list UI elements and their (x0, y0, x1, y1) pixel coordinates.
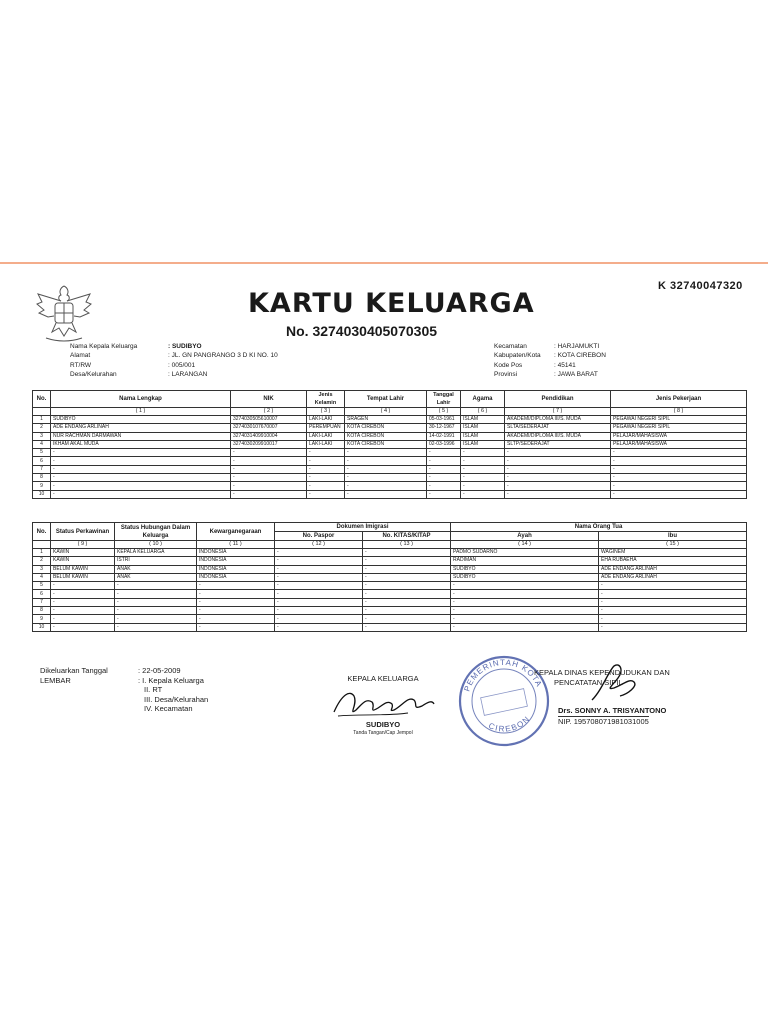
table-cell: - (345, 474, 427, 482)
table-cell: - (363, 549, 451, 557)
column-header: Status Perkawinan (51, 523, 115, 541)
table-header-row (33, 523, 747, 532)
column-header: Status Hubungan Dalam Keluarga (115, 523, 197, 541)
column-number: ( 3 ) (307, 408, 345, 416)
column-number: ( 4 ) (345, 408, 427, 416)
table-cell: - (197, 582, 275, 590)
table-cell: NUR RACHMAN DARMAWAN (51, 432, 231, 440)
table-cell: 6 (33, 590, 51, 598)
info-value: : SUDIBYO (168, 343, 202, 350)
table-row (33, 474, 747, 482)
info-value: : JAWA BARAT (554, 371, 598, 379)
column-header: Tanggal Lahir (427, 391, 461, 408)
table-cell: SUDIBYO (451, 565, 599, 573)
table-cell: PEREMPUAN (307, 424, 345, 432)
table-row (33, 623, 747, 631)
column-header: Dokumen Imigrasi (275, 523, 451, 532)
table-cell: 2 (33, 424, 51, 432)
table-row (33, 457, 747, 465)
column-header: Agama (461, 391, 505, 408)
table-cell: - (307, 482, 345, 490)
table-cell: - (427, 449, 461, 457)
table-cell: LAKI-LAKI (307, 440, 345, 448)
table-cell: BELUM KAWIN (51, 565, 115, 573)
column-header: Jenis Kelamin (307, 391, 345, 408)
table-cell: - (363, 565, 451, 573)
table-cell: ADE ENDANG ARLINAH (599, 565, 747, 573)
table-header-row (33, 391, 747, 408)
table-row (33, 465, 747, 473)
table-cell: ISTRI (115, 557, 197, 565)
table-cell: EHA RUBAEHA (599, 557, 747, 565)
table-cell: - (461, 457, 505, 465)
table-cell: 4 (33, 440, 51, 448)
stamp-top-text: PEMERINTAH KOTA (462, 657, 544, 693)
table-cell: - (275, 573, 363, 581)
table-cell: 7 (33, 465, 51, 473)
table-cell: - (51, 457, 231, 465)
table-cell: - (51, 582, 115, 590)
table-cell: 5 (33, 582, 51, 590)
table-cell: - (451, 582, 599, 590)
table-cell: - (51, 465, 231, 473)
table-cell: - (275, 623, 363, 631)
info-value: : LARANGAN (168, 371, 208, 379)
column-header: Pendidikan (505, 391, 611, 408)
table-cell: LAKI-LAKI (307, 432, 345, 440)
column-header: NIK (231, 391, 307, 408)
family-status-table (32, 522, 747, 632)
table-cell: 9 (33, 482, 51, 490)
info-label: Desa/Kelurahan (70, 371, 117, 379)
table-cell: KAWIN (51, 549, 115, 557)
table-cell: - (275, 607, 363, 615)
info-label: Kode Pos (494, 361, 523, 369)
table-row (33, 565, 747, 573)
table-row (33, 449, 747, 457)
table-cell: - (345, 457, 427, 465)
column-number-row (33, 408, 747, 416)
table-cell: ANAK (115, 573, 197, 581)
table-cell: - (307, 457, 345, 465)
table-cell: PEGAWAI NEGERI SIPIL (611, 416, 747, 424)
table-cell: - (505, 457, 611, 465)
table-cell: 8 (33, 474, 51, 482)
table-cell: 5 (33, 449, 51, 457)
table-cell: RADIMAN (451, 557, 599, 565)
garuda-emblem-icon (34, 282, 94, 344)
table-cell: 6 (33, 457, 51, 465)
table-row (33, 598, 747, 606)
table-cell: LAKI-LAKI (307, 416, 345, 424)
table-cell: SUDIBYO (51, 416, 231, 424)
info-value: : KOTA CIREBON (554, 352, 606, 360)
table-row (33, 490, 747, 498)
table-cell: - (231, 465, 307, 473)
column-number: ( 6 ) (461, 408, 505, 416)
table-cell: INDONESIA (197, 565, 275, 573)
table-cell: 3274030209910017 (231, 440, 307, 448)
table-row (33, 582, 747, 590)
table-cell: KAWIN (51, 557, 115, 565)
official-name: Drs. SONNY A. TRISYANTONO (558, 706, 667, 715)
handwritten-signature-icon (328, 686, 438, 720)
table-cell: INDONESIA (197, 573, 275, 581)
official-title-line1: KEPALA DINAS KEPENDUDUKAN DAN (534, 668, 670, 677)
table-cell: - (231, 457, 307, 465)
table-cell: PEGAWAI NEGERI SIPIL (611, 424, 747, 432)
table-cell: - (611, 482, 747, 490)
official-nip: NIP. 195708071981031005 (558, 716, 649, 726)
table-cell: 02-03-1996 (427, 440, 461, 448)
table-cell: - (505, 490, 611, 498)
table-cell: - (51, 474, 231, 482)
table-cell: - (115, 623, 197, 631)
table-row (33, 590, 747, 598)
family-card-document (28, 268, 758, 748)
table-cell: 1 (33, 549, 51, 557)
table-cell: - (197, 623, 275, 631)
table-cell: PELAJAR/MAHASISWA (611, 440, 747, 448)
table-cell: - (275, 565, 363, 573)
table-cell: INDONESIA (197, 549, 275, 557)
table-row (33, 440, 747, 448)
table-row (33, 573, 747, 581)
table-cell: - (275, 598, 363, 606)
table-cell: - (307, 465, 345, 473)
column-number: ( 15 ) (599, 541, 747, 549)
table-cell: - (115, 582, 197, 590)
table-cell: - (51, 590, 115, 598)
table-cell: - (275, 549, 363, 557)
table-cell: 14-02-1991 (427, 432, 461, 440)
table-cell: ISLAM (461, 440, 505, 448)
column-number: ( 11 ) (197, 541, 275, 549)
column-header: No. Paspor (275, 532, 363, 541)
table-cell: - (451, 615, 599, 623)
column-number: ( 1 ) (51, 408, 231, 416)
table-cell: - (461, 482, 505, 490)
table-cell: - (115, 590, 197, 598)
issued-label: Dikeluarkan Tanggal (40, 666, 108, 675)
table-cell: KEPALA KELUARGA (115, 549, 197, 557)
table-cell: - (611, 449, 747, 457)
family-members-table (32, 390, 747, 499)
table-cell: - (461, 449, 505, 457)
scan-edge-line (0, 262, 768, 264)
table-cell: 30-12-1967 (427, 424, 461, 432)
table-cell: SRAGEN (345, 416, 427, 424)
table-cell: - (505, 449, 611, 457)
head-of-family-label: KEPALA KELUARGA (347, 674, 419, 683)
table-cell: - (307, 449, 345, 457)
table-cell: - (461, 490, 505, 498)
table-cell: KOTA CIREBON (345, 424, 427, 432)
table-cell: - (505, 482, 611, 490)
lembar-label: LEMBAR (40, 675, 71, 685)
table-cell: - (611, 457, 747, 465)
table-cell: - (599, 623, 747, 631)
table-cell: - (197, 598, 275, 606)
table-cell: 3274030505610007 (231, 416, 307, 424)
document-number: No. 3274030405070305 (286, 323, 438, 339)
table-cell: - (275, 582, 363, 590)
info-value: : 005/001 (168, 361, 196, 369)
table-cell: - (307, 474, 345, 482)
table-cell: INDONESIA (197, 557, 275, 565)
official-signature-block (524, 668, 734, 726)
table-cell: 7 (33, 598, 51, 606)
info-label: Nama Kepala Keluarga (70, 343, 138, 350)
table-cell: - (461, 465, 505, 473)
column-number: ( 8 ) (611, 408, 747, 416)
info-left-block (70, 342, 278, 380)
table-cell: IKHAM AKAL MUDA (51, 440, 231, 448)
table-cell: - (599, 582, 747, 590)
table-cell: - (427, 474, 461, 482)
table-cell: AKADEMI/DIPLOMA III/S. MUDA (505, 432, 611, 440)
table-cell: - (275, 590, 363, 598)
table-cell: - (231, 490, 307, 498)
info-right-block (494, 342, 606, 380)
table-cell: ISLAM (461, 432, 505, 440)
column-number: ( 13 ) (363, 541, 451, 549)
column-header: No. (33, 391, 51, 408)
column-header: Ayah (451, 532, 599, 541)
official-handwritten-signature-icon (584, 660, 644, 704)
table-row (33, 549, 747, 557)
table-cell: - (363, 623, 451, 631)
table-cell: - (51, 490, 231, 498)
table-cell: - (427, 490, 461, 498)
table-cell: - (115, 615, 197, 623)
info-value: : HARJAMUKTI (554, 343, 600, 350)
table-cell: - (461, 474, 505, 482)
card-serial-number: K 32740047320 (658, 280, 743, 292)
table-cell: - (345, 482, 427, 490)
lembar-item: IV. Kecamatan (144, 704, 193, 713)
table-cell: - (599, 590, 747, 598)
table-row (33, 416, 747, 424)
table-cell: ISLAM (461, 424, 505, 432)
table-cell: 2 (33, 557, 51, 565)
table-cell: - (363, 557, 451, 565)
table-cell: - (115, 598, 197, 606)
table-cell: - (115, 607, 197, 615)
column-number: ( 7 ) (505, 408, 611, 416)
table-cell: WAGINEM (599, 549, 747, 557)
table-cell: - (51, 449, 231, 457)
table-cell: 3 (33, 565, 51, 573)
signature-caption: Tanda Tangan/Cap Jempol (353, 730, 413, 736)
table-cell: - (599, 598, 747, 606)
lembar-item: II. RT (144, 685, 163, 694)
table-cell: 3274030107670007 (231, 424, 307, 432)
table-cell: - (51, 598, 115, 606)
table-cell: - (197, 607, 275, 615)
column-number (33, 408, 51, 416)
table-cell: ISLAM (461, 416, 505, 424)
document-title: KARTU KELUARGA (248, 288, 535, 319)
table-cell: ADE ENDANG ARLINAH (599, 573, 747, 581)
table-cell: - (599, 615, 747, 623)
table-cell: - (505, 465, 611, 473)
table-row (33, 482, 747, 490)
table-cell: - (451, 607, 599, 615)
column-number-row (33, 541, 747, 549)
lembar-item: III. Desa/Kelurahan (144, 694, 209, 704)
table-cell: - (451, 623, 599, 631)
column-header: Tempat Lahir (345, 391, 427, 408)
table-cell: 1 (33, 416, 51, 424)
column-number: ( 10 ) (115, 541, 197, 549)
table-cell: BELUM KAWIN (51, 573, 115, 581)
table-cell: - (51, 607, 115, 615)
table-cell: - (363, 590, 451, 598)
table-cell: - (345, 465, 427, 473)
table-cell: - (451, 598, 599, 606)
issued-date: : 22-05-2009 (138, 666, 181, 675)
table-cell: KOTA CIREBON (345, 440, 427, 448)
table-cell: - (363, 607, 451, 615)
table-cell: 10 (33, 490, 51, 498)
table-cell: - (345, 449, 427, 457)
table-cell: AKADEMI/DIPLOMA III/S. MUDA (505, 416, 611, 424)
stamp-bottom-text: CIREBON (487, 713, 533, 734)
issue-info (40, 666, 208, 714)
table-cell: 10 (33, 623, 51, 631)
table-cell: - (197, 615, 275, 623)
table-cell: SUDIBYO (451, 573, 599, 581)
table-cell: PELAJAR/MAHASISWA (611, 432, 747, 440)
table-cell: - (611, 474, 747, 482)
column-header: Nama Orang Tua (451, 523, 747, 532)
table-cell: - (275, 615, 363, 623)
column-header: No. (33, 523, 51, 541)
column-number: ( 9 ) (51, 541, 115, 549)
column-header: Kewarganegaraan (197, 523, 275, 541)
table-cell: 8 (33, 607, 51, 615)
table-row (33, 557, 747, 565)
info-label: Alamat (70, 352, 91, 360)
table-row (33, 432, 747, 440)
info-value: : JL. GN PANGRANGO 3 D KI NO. 10 (168, 352, 278, 360)
table-cell: - (599, 607, 747, 615)
head-of-family-name: SUDIBYO (365, 719, 401, 729)
table-cell: SLTP/SEDERAJAT (505, 440, 611, 448)
info-label: Kabupaten/Kota (494, 352, 541, 360)
official-title-line2: PENCATATAN SIPIL (554, 677, 623, 687)
table-cell: 4 (33, 573, 51, 581)
table-cell: ANAK (115, 565, 197, 573)
table-cell: - (51, 615, 115, 623)
table-cell: - (363, 615, 451, 623)
table-cell: - (363, 573, 451, 581)
table-cell: - (363, 598, 451, 606)
table-cell: 9 (33, 615, 51, 623)
column-header: No. KITAS/KITAP (363, 532, 451, 541)
info-label: Provinsi (494, 371, 518, 379)
table-row (33, 424, 747, 432)
table-cell: - (51, 623, 115, 631)
table-cell: PADMO SUDARNO (451, 549, 599, 557)
head-of-family-signature-block (318, 674, 448, 739)
table-cell: - (307, 490, 345, 498)
table-cell: KOTA CIREBON (345, 432, 427, 440)
table-row (33, 615, 747, 623)
table-cell: - (345, 490, 427, 498)
column-header: Nama Lengkap (51, 391, 231, 408)
info-label: RT/RW (70, 361, 92, 369)
info-value: : 45141 (554, 361, 576, 369)
column-number: ( 2 ) (231, 408, 307, 416)
column-number: ( 5 ) (427, 408, 461, 416)
column-header: Ibu (599, 532, 747, 541)
table-cell: 05-03-1961 (427, 416, 461, 424)
table-cell: - (363, 582, 451, 590)
table-cell: - (231, 449, 307, 457)
table-cell: - (197, 590, 275, 598)
table-cell: - (611, 490, 747, 498)
lembar-item: : I. Kepala Keluarga (138, 675, 204, 685)
column-number (33, 541, 51, 549)
table-cell: ADE ENDANG ARLINAH (51, 424, 231, 432)
table-cell: 3274031409910004 (231, 432, 307, 440)
table-cell: - (231, 474, 307, 482)
table-cell: 3 (33, 432, 51, 440)
table-cell: SLTA/SEDERAJAT (505, 424, 611, 432)
table-cell: - (427, 457, 461, 465)
table-cell: - (231, 482, 307, 490)
table-row (33, 607, 747, 615)
column-number: ( 14 ) (451, 541, 599, 549)
column-number: ( 12 ) (275, 541, 363, 549)
table-cell: - (427, 482, 461, 490)
table-cell: - (451, 590, 599, 598)
table-cell: - (275, 557, 363, 565)
table-cell: - (505, 474, 611, 482)
column-header: Jenis Pekerjaan (611, 391, 747, 408)
table-cell: - (427, 465, 461, 473)
info-label: Kecamatan (494, 343, 527, 350)
table-cell: - (611, 465, 747, 473)
table-cell: - (51, 482, 231, 490)
